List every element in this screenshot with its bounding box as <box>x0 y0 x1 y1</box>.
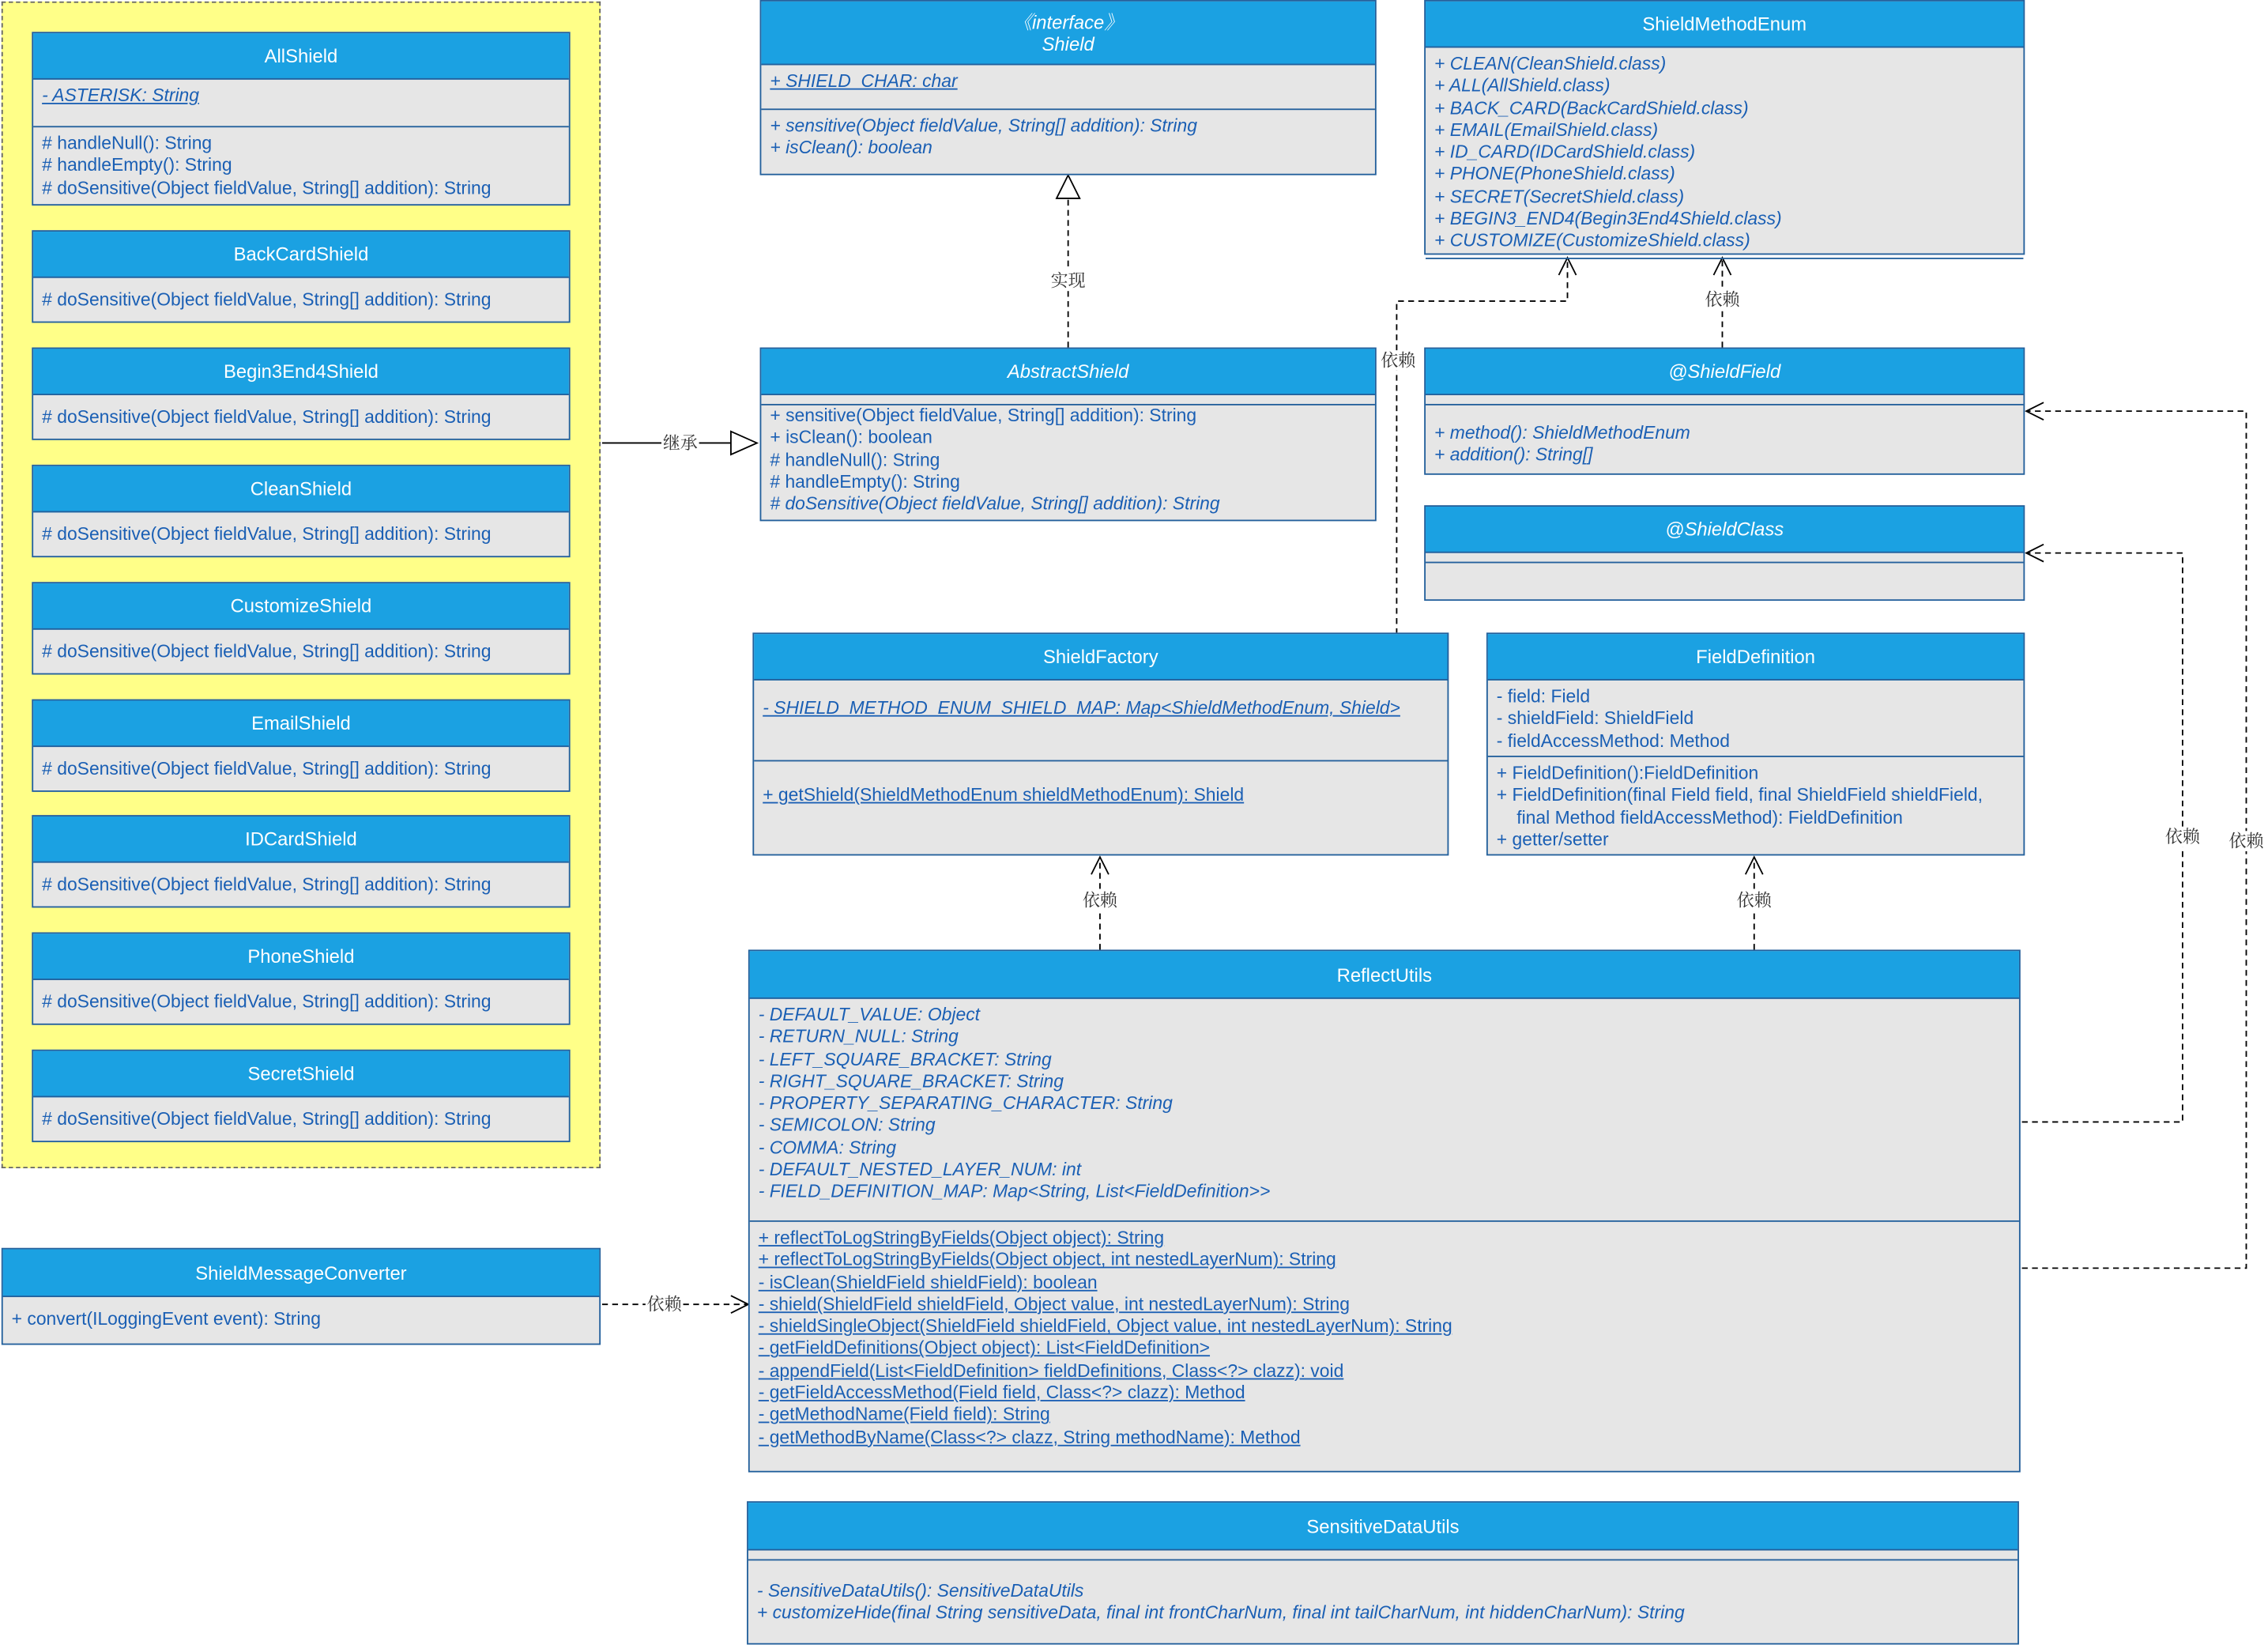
shieldfactory-attribute: - SHIELD_METHOD_ENUM_SHIELD_MAP: Map<ShieldMethodEnum, Shield> <box>763 697 1400 719</box>
shieldmethodenum-attribute: + ALL(AllShield.class) <box>1434 75 1611 96</box>
fielddefinition-method: final Method fieldAccessMethod): FieldDefinition <box>1496 807 1903 828</box>
class-shieldfactory[interactable] <box>752 632 1449 855</box>
class-header <box>748 1503 2017 1550</box>
cleanshield-method: # doSensitive(Object fieldValue, String[] addition): String <box>42 524 492 545</box>
methods-compartment <box>33 863 569 900</box>
attrs-compartment <box>1488 681 2024 756</box>
abstractshield-method: + isClean(): boolean <box>770 427 932 448</box>
attrs-compartment <box>1426 395 2023 404</box>
emailshield-method: # doSensitive(Object fieldValue, String[] addition): String <box>42 758 492 779</box>
fielddefinition-method: + getter/setter <box>1496 829 1609 850</box>
secretshield-method: # doSensitive(Object fieldValue, String[] addition): String <box>42 1108 492 1130</box>
class-begin3end4shield[interactable] <box>32 348 570 440</box>
shieldmethodenum-attribute: + SECRET(SecretShield.class) <box>1434 186 1685 207</box>
customizeshield-method: # doSensitive(Object fieldValue, String[] addition): String <box>42 641 492 662</box>
dep-reflect-shieldfield-label: 依赖 <box>2228 831 2264 851</box>
class-header <box>33 466 569 513</box>
reflectutils-attribute: - SEMICOLON: String <box>758 1115 936 1136</box>
phoneshield-method: # doSensitive(Object fieldValue, String[] addition): String <box>42 991 492 1013</box>
class-cleanshield[interactable] <box>32 465 570 557</box>
shieldmethodenum-attribute: + BEGIN3_END4(Begin3End4Shield.class) <box>1434 208 1782 229</box>
methods-compartment <box>33 278 569 315</box>
dep-field-enum-label: 依赖 <box>1705 289 1740 310</box>
shieldmethodenum-attribute: + EMAIL(EmailShield.class) <box>1434 119 1659 141</box>
class-header <box>750 951 2019 998</box>
methods-compartment <box>1426 404 2023 470</box>
shieldfield-method: + method(): ShieldMethodEnum <box>1434 422 1690 443</box>
reflectutils-method: - getFieldAccessMethod(Field field, Class<?> clazz): Method <box>758 1382 1245 1403</box>
allshield-method: # doSensitive(Object fieldValue, String[] addition): String <box>42 177 492 198</box>
class-name: Begin3End4Shield <box>223 360 379 383</box>
idcardshield-method: # doSensitive(Object fieldValue, String[] addition): String <box>42 874 492 895</box>
class-name: ShieldMessageConverter <box>195 1262 407 1284</box>
fielddefinition-attribute: - fieldAccessMethod: Method <box>1496 730 1731 751</box>
methods-compartment <box>33 630 569 666</box>
methods-compartment <box>761 404 1375 519</box>
dep-converter-reflect-label: 依赖 <box>646 1294 682 1315</box>
attrs-compartment <box>748 1551 2017 1560</box>
class-backcardshield[interactable] <box>32 230 570 322</box>
attrs-compartment <box>754 681 1447 760</box>
class-name: Shield <box>1042 32 1094 55</box>
methods-compartment <box>748 1560 2017 1628</box>
begin3end4shield-method: # doSensitive(Object fieldValue, String[] addition): String <box>42 406 492 428</box>
dep-reflect-shieldfield-edge <box>2022 411 2247 1268</box>
reflectutils-method: + reflectToLogStringByFields(Object object, int nestedLayerNum): String <box>758 1250 1336 1270</box>
class-header <box>33 933 569 980</box>
class-shieldfield[interactable] <box>1424 348 2025 475</box>
class-name: SensitiveDataUtils <box>1306 1514 1460 1537</box>
class-header <box>3 1250 600 1297</box>
shieldmethodenum-attribute: + CUSTOMIZE(CustomizeShield.class) <box>1434 230 1750 251</box>
abstractshield-method: # handleEmpty(): String <box>770 471 960 492</box>
realize-label: 实现 <box>1050 270 1086 292</box>
class-stereotype: 《interface》 <box>1013 10 1124 33</box>
class-header <box>1426 507 2023 553</box>
reflectutils-attribute: - COMMA: String <box>758 1137 896 1158</box>
reflectutils-attribute: - RETURN_NULL: String <box>758 1027 959 1047</box>
methods-compartment <box>33 1097 569 1133</box>
attrs-compartment <box>33 80 569 126</box>
class-idcardshield[interactable] <box>32 815 570 907</box>
fielddefinition-attribute: - field: Field <box>1496 686 1591 707</box>
class-reflectutils[interactable] <box>748 949 2021 1472</box>
inherit-arrowhead <box>731 432 757 454</box>
methods-compartment <box>1426 562 2023 572</box>
class-header <box>33 700 569 747</box>
class-name: @ShieldClass <box>1665 518 1784 541</box>
attrs-compartment <box>750 999 2019 1220</box>
attrs-compartment <box>1426 47 2023 258</box>
class-name: ShieldFactory <box>1043 645 1158 668</box>
shieldfield-method: + addition(): String[] <box>1434 444 1593 466</box>
fielddefinition-method: + FieldDefinition(final Field field, final ShieldField shieldField, <box>1496 785 1984 805</box>
methods-compartment <box>761 108 1375 163</box>
methods-compartment <box>750 1220 2019 1452</box>
class-header <box>1426 2 2023 48</box>
methods-compartment <box>33 747 569 783</box>
dep-factory-enum-label: 依赖 <box>1381 350 1416 371</box>
reflectutils-method: + reflectToLogStringByFields(Object object): String <box>758 1228 1165 1248</box>
class-shield[interactable] <box>760 0 1377 175</box>
class-allshield[interactable] <box>32 32 570 206</box>
methods-compartment <box>33 980 569 1016</box>
shieldfactory-method: + getShield(ShieldMethodEnum shieldMethodEnum): Shield <box>763 784 1245 805</box>
attrs-compartment <box>1426 553 2023 562</box>
reflectutils-method: - shield(ShieldField shieldField, Object value, int nestedLayerNum): String <box>758 1294 1350 1314</box>
class-header <box>1426 349 2023 395</box>
methods-compartment <box>3 1297 600 1333</box>
methods-compartment <box>1488 756 2024 854</box>
shield-attribute: + SHIELD_CHAR: char <box>770 70 958 92</box>
class-name: @ShieldField <box>1668 360 1781 383</box>
class-header <box>33 583 569 630</box>
class-shieldclass[interactable] <box>1424 505 2025 601</box>
sensitivedatautils-method: - SensitiveDataUtils(): SensitiveDataUtils <box>756 1580 1084 1601</box>
reflectutils-attribute: - LEFT_SQUARE_BRACKET: String <box>758 1049 1052 1069</box>
shieldmethodenum-attribute: + PHONE(PhoneShield.class) <box>1434 164 1675 185</box>
abstractshield-method: + sensitive(Object fieldValue, String[] addition): String <box>770 405 1197 426</box>
class-shieldmessageconverter[interactable] <box>2 1248 601 1345</box>
methods-compartment <box>1426 258 2023 268</box>
class-shieldmethodenum[interactable] <box>1424 0 2025 255</box>
class-emailshield[interactable] <box>32 700 570 792</box>
sensitivedatautils-method: + customizeHide(final String sensitiveData, final int frontCharNum, final int tailCharNum, int hiddenCharNum): String <box>756 1603 1685 1624</box>
class-name: PhoneShield <box>247 945 355 967</box>
reflectutils-attribute: - DEFAULT_NESTED_LAYER_NUM: int <box>758 1160 1082 1180</box>
class-sensitivedatautils[interactable] <box>747 1501 2019 1644</box>
class-abstractshield[interactable] <box>760 348 1377 522</box>
shieldmethodenum-attribute: + ID_CARD(IDCardShield.class) <box>1434 141 1696 163</box>
reflectutils-attribute: - PROPERTY_SEPARATING_CHARACTER: String <box>758 1093 1173 1114</box>
fielddefinition-attribute: - shieldField: ShieldField <box>1496 708 1694 729</box>
allshield-method: # handleNull(): String <box>42 133 213 154</box>
dep-reflect-shieldclass-edge <box>2022 553 2183 1122</box>
abstractshield-method: # doSensitive(Object fieldValue, String[] addition): String <box>770 493 1220 515</box>
methods-compartment <box>754 760 1447 810</box>
reflectutils-attribute: - DEFAULT_VALUE: Object <box>758 1005 981 1025</box>
reflectutils-method: - getFieldDefinitions(Object object): List<FieldDefinition> <box>758 1338 1211 1359</box>
class-name: EmailShield <box>251 712 351 734</box>
inherit-label: 继承 <box>662 432 698 454</box>
realize-arrowhead <box>1057 175 1079 198</box>
reflectutils-method: - getMethodByName(Class<?> clazz, String methodName): Method <box>758 1427 1301 1447</box>
class-name: SecretShield <box>247 1062 355 1084</box>
class-header <box>761 349 1375 395</box>
shieldmethodenum-attribute: + CLEAN(CleanShield.class) <box>1434 53 1667 74</box>
shieldmethodenum-attribute: + BACK_CARD(BackCardShield.class) <box>1434 97 1749 119</box>
shield-method: + isClean(): boolean <box>770 138 932 159</box>
class-name: BackCardShield <box>233 243 369 266</box>
methods-compartment <box>33 395 569 432</box>
class-name: ReflectUtils <box>1336 963 1433 986</box>
class-name: CustomizeShield <box>230 594 372 617</box>
class-name: IDCardShield <box>245 828 357 851</box>
class-name: FieldDefinition <box>1696 645 1816 668</box>
class-header <box>33 33 569 80</box>
shield-method: + sensitive(Object fieldValue, String[] addition): String <box>770 115 1197 137</box>
class-secretshield[interactable] <box>32 1050 570 1142</box>
dep-reflect-factory-label: 依赖 <box>1082 890 1117 911</box>
fielddefinition-method: + FieldDefinition():FieldDefinition <box>1496 763 1759 783</box>
allshield-method: # handleEmpty(): String <box>42 155 232 176</box>
class-header <box>33 1051 569 1098</box>
shieldmessageconverter-method: + convert(ILoggingEvent event): String <box>11 1308 321 1330</box>
class-customizeshield[interactable] <box>32 582 570 674</box>
dep-reflect-fielddef-label: 依赖 <box>1736 890 1772 911</box>
reflectutils-method: - appendField(List<FieldDefinition> fieldDefinitions, Class<?> clazz): void <box>758 1360 1344 1381</box>
class-header <box>33 817 569 863</box>
class-name: AbstractShield <box>1007 360 1129 383</box>
class-name: ShieldMethodEnum <box>1642 13 1807 35</box>
reflectutils-attribute: - FIELD_DEFINITION_MAP: Map<String, List<FieldDefinition>> <box>758 1182 1271 1202</box>
class-name: AllShield <box>264 44 338 67</box>
reflectutils-method: - getMethodName(Field field): String <box>758 1405 1050 1425</box>
attrs-compartment <box>761 65 1375 108</box>
class-header <box>754 634 1447 681</box>
class-header <box>33 349 569 395</box>
methods-compartment <box>33 512 569 549</box>
methods-compartment <box>33 126 569 202</box>
reflectutils-method: - shieldSingleObject(ShieldField shieldField, Object value, int nestedLayerNum): String <box>758 1316 1452 1337</box>
class-header <box>33 232 569 278</box>
attrs-compartment <box>761 395 1375 404</box>
reflectutils-attribute: - RIGHT_SQUARE_BRACKET: String <box>758 1071 1064 1092</box>
backcardshield-method: # doSensitive(Object fieldValue, String[] addition): String <box>42 289 492 310</box>
reflectutils-method: - isClean(ShieldField shieldField): boolean <box>758 1272 1098 1292</box>
abstractshield-method: # handleNull(): String <box>770 449 940 470</box>
class-fielddefinition[interactable] <box>1486 632 2025 855</box>
class-header <box>761 2 1375 66</box>
allshield-attribute: - ASTERISK: String <box>42 85 200 106</box>
dep-reflect-shieldclass-label: 依赖 <box>2164 826 2200 847</box>
class-name: CleanShield <box>250 477 352 500</box>
class-header <box>1488 634 2024 681</box>
class-phoneshield[interactable] <box>32 932 570 1024</box>
